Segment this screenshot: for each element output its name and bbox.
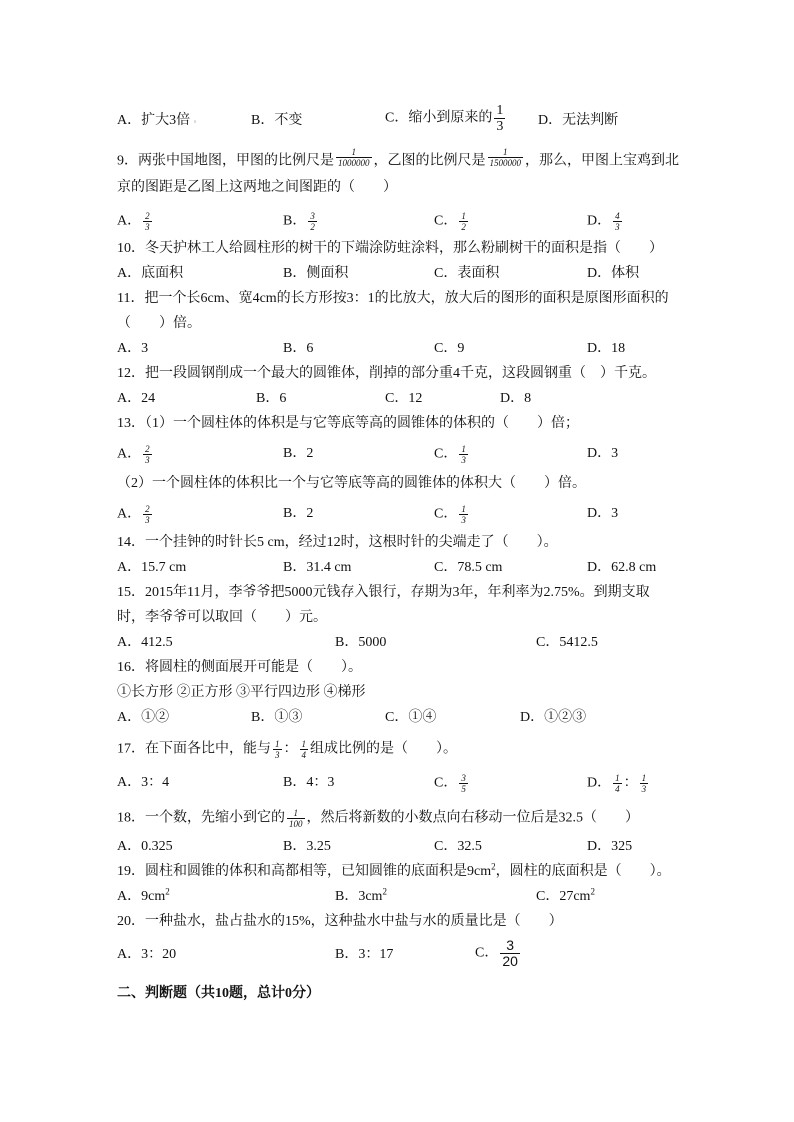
q15-option-c[interactable]: C．5412.5 <box>536 635 598 650</box>
q13-stem-part2: （2）一个圆柱体的体积比一个与它等底等高的圆锥体的体积大（ ）倍。 <box>117 476 586 491</box>
q8-option-b[interactable]: B．不变 <box>251 113 303 128</box>
q13-2-option-c[interactable]: C． $\frac{1}{3}$ <box>434 504 466 525</box>
q12-option-c[interactable]: C．12 <box>385 391 423 406</box>
q20-stem: 20．一种盐水，盐占盐水的15%，这种盐水中盐与水的质量比是（ ） <box>117 914 563 929</box>
q12-option-b[interactable]: B．6 <box>256 391 287 406</box>
q10-option-b[interactable]: B．侧面积 <box>283 266 349 281</box>
q18-option-b[interactable]: B．3.25 <box>283 839 331 854</box>
q16-option-d[interactable]: D．①②③ <box>520 710 587 725</box>
q12-option-a[interactable]: A．24 <box>117 391 156 406</box>
q16-stem: 16．将圆柱的侧面展开可能是（ ）。 <box>117 660 362 675</box>
q18-stem: 18．一个数，先缩小到它的 $\frac{1}{100}$ ，然后将新数的小数点向右移动一位后是32.5（ ） <box>117 808 639 829</box>
q13-stem-part1: 13．（1）一个圆柱体的体积是与它等底等高的圆锥体的体积的（ ）倍； <box>117 416 579 431</box>
q14-option-c[interactable]: C．78.5 cm <box>434 560 503 575</box>
q15-stem-line1: 15．2015年11月，李爷爷把5000元钱存入银行，存期为3年，年利率为2.75%。到期支取 <box>117 585 650 600</box>
q19-stem: 19．圆柱和圆锥的体积和高都相等，已知圆锥的底面积是$9cm^2$，圆柱的底面积是（ ）。 <box>117 861 671 879</box>
q16-option-c[interactable]: C．①④ <box>385 710 437 725</box>
q17-option-a[interactable]: A．3：4 <box>117 775 170 790</box>
q11-option-b[interactable]: B．6 <box>283 341 314 356</box>
q13-2-option-b[interactable]: B．2 <box>283 506 314 521</box>
q9-option-c[interactable]: C． $\frac{1}{2}$ <box>434 211 466 232</box>
q11-stem-line2: （ ）倍。 <box>117 316 201 331</box>
q14-stem: 14．一个挂钟的时针长5 cm，经过12时，这根时针的尖端走了（ ）。 <box>117 535 558 550</box>
q17-stem: 17．在下面各比中，能与 $\frac{1}{3}$ ： $\frac{1}{4}$ 组成比例的是（ ）。 <box>117 739 457 760</box>
q10-stem: 10．冬天护林工人给圆柱形的树干的下端涂防蛀涂料，那么粉刷树干的面积是指（ ） <box>117 241 663 256</box>
q8-option-a[interactable]: A．扩大3倍 ◦ <box>117 113 197 128</box>
q10-option-d[interactable]: D．体积 <box>587 266 640 281</box>
q13-1-option-c[interactable]: C． $\frac{1}{3}$ <box>434 444 466 465</box>
q11-option-a[interactable]: A．3 <box>117 341 149 356</box>
q9-stem-line2: 京的图距是乙图上这两地之间图距的（ ） <box>117 180 397 195</box>
q8-option-d[interactable]: D．无法判断 <box>538 113 619 128</box>
q12-stem: 12．把一段圆钢削成一个最大的圆锥体，削掉的部分重4千克，这段圆钢重（ ）千克。 <box>117 366 656 381</box>
q9-option-a[interactable]: A． $\frac{2}{3}$ <box>117 211 150 232</box>
q17-option-c[interactable]: C． $\frac{3}{5}$ <box>434 773 466 794</box>
q11-option-c[interactable]: C．9 <box>434 341 465 356</box>
section-2-heading: 二、判断题（共10题，总计0分） <box>117 986 320 1001</box>
q18-option-c[interactable]: C．32.5 <box>434 839 482 854</box>
q14-option-a[interactable]: A．15.7 cm <box>117 560 187 575</box>
q19-option-b[interactable]: B．$3cm^2$ <box>335 886 387 904</box>
q15-option-b[interactable]: B．5000 <box>335 635 387 650</box>
q11-stem-line1: 11．把一个长6cm、宽4cm的长方形按3：1的比放大，放大后的图形的面积是原图形面积的 <box>117 291 669 306</box>
q14-option-b[interactable]: B．31.4 cm <box>283 560 352 575</box>
q16-option-a[interactable]: A．①② <box>117 710 170 725</box>
q14-option-d[interactable]: D．62.8 cm <box>587 560 657 575</box>
q10-option-a[interactable]: A．底面积 <box>117 266 184 281</box>
q9-option-d[interactable]: D． $\frac{4}{3}$ <box>587 211 620 232</box>
q19-option-a[interactable]: A．$9cm^2$ <box>117 886 170 904</box>
q13-1-option-d[interactable]: D．3 <box>587 446 619 461</box>
q13-1-option-a[interactable]: A． $\frac{2}{3}$ <box>117 444 150 465</box>
q18-option-d[interactable]: D．325 <box>587 839 633 854</box>
q16-items: ①长方形 ②正方形 ③平行四边形 ④梯形 <box>117 685 366 700</box>
q8-option-c[interactable]: C．缩小到原来的 $\frac{1}{3}$ <box>385 103 504 134</box>
q16-option-b[interactable]: B．①③ <box>251 710 303 725</box>
q17-option-b[interactable]: B．4：3 <box>283 775 335 790</box>
q15-stem-line2: 时，李爷爷可以取回（ ）元。 <box>117 610 327 625</box>
q12-option-d[interactable]: D．8 <box>500 391 532 406</box>
q13-1-option-b[interactable]: B．2 <box>283 446 314 461</box>
q9-stem-line1: 9．两张中国地图，甲图的比例尺是 $\frac{1}{1000000}$ ，乙图的比例尺是 $\frac{1}{1500000}$ ，那么，甲图上宝鸡到北 <box>117 147 679 169</box>
q20-option-c[interactable]: C． $\frac{3}{20}$ <box>475 937 518 969</box>
q18-option-a[interactable]: A．0.325 <box>117 839 173 854</box>
q11-option-d[interactable]: D．18 <box>587 341 626 356</box>
q20-option-b[interactable]: B．3：17 <box>335 947 394 962</box>
q17-option-d[interactable]: D． $\frac{1}{4}$ ： $\frac{1}{3}$ <box>587 773 647 794</box>
q19-option-c[interactable]: C．$27cm^2$ <box>536 886 595 904</box>
q9-option-b[interactable]: B． $\frac{3}{2}$ <box>283 211 315 232</box>
q13-2-option-a[interactable]: A． $\frac{2}{3}$ <box>117 504 150 525</box>
q20-option-a[interactable]: A．3：20 <box>117 947 177 962</box>
q10-option-c[interactable]: C．表面积 <box>434 266 500 281</box>
q13-2-option-d[interactable]: D．3 <box>587 506 619 521</box>
q15-option-a[interactable]: A．412.5 <box>117 635 173 650</box>
